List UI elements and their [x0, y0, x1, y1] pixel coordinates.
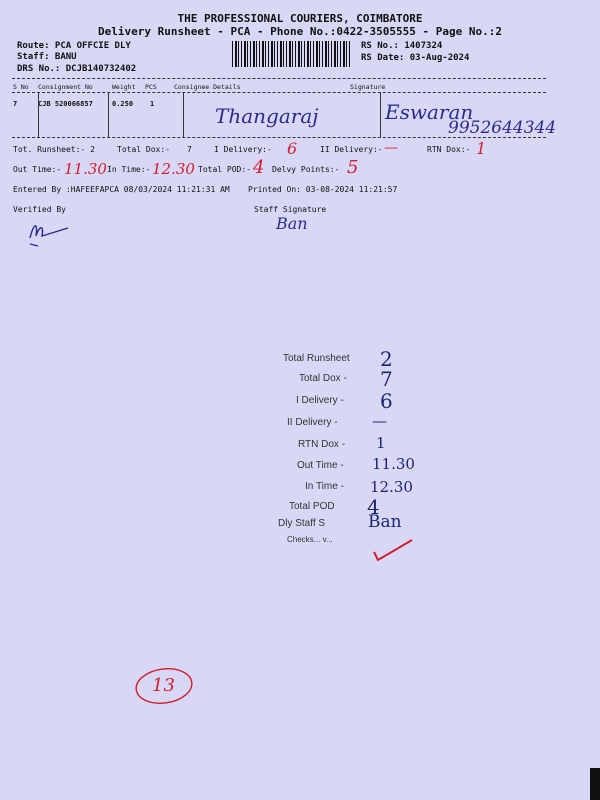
ii-delivery-value: — — [384, 140, 398, 156]
note-label-i-delivery: I Delivery - — [296, 395, 344, 406]
runsheet-subtitle: Delivery Runsheet - PCA - Phone No.:0422-3505555 - Page No.:2 — [98, 25, 502, 38]
table-top-rule — [12, 78, 546, 79]
page-number-mark: 13 — [152, 675, 175, 696]
row-pcs: 1 — [150, 100, 155, 108]
delvy-points-label: Delvy Points:- — [272, 165, 340, 174]
entered-by: Entered By :HAFEEFAPCA 08/03/2024 11:21:31 AM — [13, 185, 230, 194]
note-label-ii-delivery: II Delivery - — [287, 417, 338, 428]
note-label-checked: Checks... v... — [287, 535, 333, 544]
total-dox-value: 7 — [187, 145, 192, 154]
consignee-handwriting: Thangaraj — [215, 104, 319, 128]
note-value-out-time: 11.30 — [372, 455, 415, 473]
rtn-dox-label: RTN Dox:- — [427, 145, 471, 154]
out-time-label: Out Time:- — [13, 165, 62, 174]
staff-signature-label: Staff Signature — [254, 205, 327, 214]
table-header-rule — [12, 92, 546, 93]
signature-handwriting: Eswaran — [385, 100, 474, 124]
note-label-total-pod: Total POD — [289, 501, 335, 512]
drs-number: DRS No.: DCJB140732402 — [17, 64, 137, 74]
in-time-label: In Time:- — [107, 165, 151, 174]
col-sno: S No — [13, 83, 29, 91]
col-divider — [108, 92, 109, 137]
note-value-total-dox: 7 — [380, 367, 393, 391]
total-pod-value: 4 — [253, 157, 265, 178]
row-weight: 0.250 — [112, 100, 134, 108]
col-consignment: Consignment No — [38, 83, 93, 91]
note-value-ii-delivery: — — [372, 412, 387, 430]
scan-edge-shadow — [590, 768, 600, 800]
row-sno: 7 — [13, 100, 18, 108]
i-delivery-value: 6 — [287, 139, 298, 158]
note-value-total-runsheet: 2 — [380, 347, 393, 371]
staff-signature-handwriting: Ban — [276, 214, 308, 233]
note-label-total-dox: Total Dox - — [299, 373, 347, 384]
col-weight: Weight — [112, 83, 136, 91]
rs-number: RS No.: 1407324 — [361, 41, 443, 51]
table-bottom-rule — [12, 137, 546, 138]
barcode-image — [232, 41, 350, 67]
note-label-rtn-dox: RTN Dox - — [298, 439, 346, 450]
note-value-dly-staff: Ban — [368, 512, 402, 532]
tot-runsheet: Tot. Runsheet:- 2 — [13, 145, 95, 154]
company-name: THE PROFESSIONAL COURIERS, COIMBATORE — [177, 12, 423, 25]
note-label-total-runsheet: Total Runsheet — [283, 353, 350, 364]
note-label-dly-staff: Dly Staff S — [278, 518, 326, 529]
route: Route: PCA OFFCIE DLY — [17, 41, 131, 51]
note-value-total-pod: 4 — [367, 495, 380, 519]
row-consignment: CJB 520066857 — [38, 100, 93, 108]
in-time-value: 12.30 — [152, 160, 195, 178]
note-label-out-time: Out Time - — [297, 460, 344, 471]
col-divider — [380, 92, 381, 137]
rs-date: RS Date: 03-Aug-2024 — [361, 53, 470, 63]
staff: Staff: BANU — [17, 52, 77, 62]
note-value-rtn-dox: 1 — [376, 434, 386, 452]
col-pcs: PCS — [145, 83, 157, 91]
note-value-i-delivery: 6 — [380, 389, 393, 413]
check-tick-icon — [370, 538, 416, 564]
total-dox-label: Total Dox:- — [117, 145, 170, 154]
out-time-value: 11.30 — [64, 160, 107, 178]
phone-handwriting: 9952644344 — [448, 118, 557, 138]
note-value-in-time: 12.30 — [370, 478, 413, 496]
printed-on: Printed On: 03-08-2024 11:21:57 — [248, 185, 398, 194]
i-delivery-label: I Delivery:- — [214, 145, 272, 154]
total-pod-label: Total POD:- — [198, 165, 251, 174]
rtn-dox-value: 1 — [476, 139, 487, 158]
ii-delivery-label: II Delivery:- — [320, 145, 383, 154]
note-label-in-time: In Time - — [305, 481, 344, 492]
verifier-signature — [24, 218, 72, 248]
verified-by: Verified By — [13, 205, 66, 214]
col-divider — [183, 92, 184, 137]
col-consignee: Consignee Details — [174, 83, 241, 91]
delvy-points-value: 5 — [347, 157, 359, 178]
col-divider — [38, 92, 39, 137]
col-signature: Signature — [350, 83, 386, 91]
